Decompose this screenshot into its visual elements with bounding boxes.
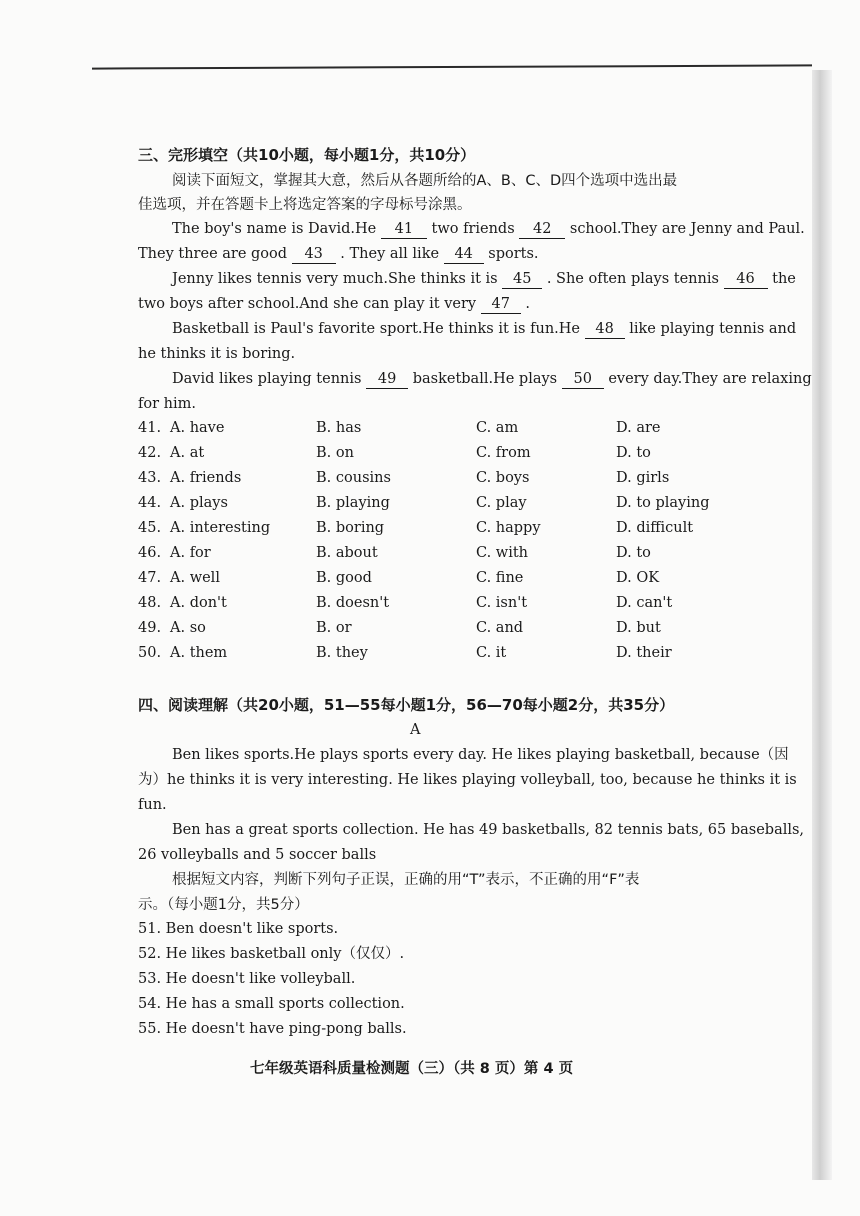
option-b: B. playing bbox=[316, 495, 390, 511]
option-c: C. fine bbox=[476, 570, 524, 586]
option-c: C. play bbox=[476, 495, 527, 511]
option-a: A. well bbox=[170, 570, 220, 586]
passage-text: David likes playing tennis bbox=[172, 371, 362, 387]
passage-text: The boy's name is David.He bbox=[172, 221, 377, 237]
question-number: 47. bbox=[138, 570, 162, 586]
option-c: C. boys bbox=[476, 470, 530, 486]
passage-line bbox=[172, 320, 796, 339]
passage-text: . bbox=[525, 296, 530, 312]
option-a: A. them bbox=[170, 645, 228, 661]
option-a: A. friends bbox=[170, 470, 242, 486]
judge-instruction-2: 示。（每小题1分，共5分） bbox=[138, 897, 309, 913]
passage-line bbox=[172, 370, 812, 389]
option-d: D. difficult bbox=[616, 520, 694, 536]
option-d: D. their bbox=[616, 645, 672, 661]
option-d: D. to bbox=[616, 545, 651, 561]
option-d: D. can't bbox=[616, 595, 673, 611]
passage-line: he thinks it is boring. bbox=[138, 346, 296, 362]
blank-44: 44 bbox=[444, 245, 484, 264]
question-number: 48. bbox=[138, 595, 162, 611]
option-d: D. but bbox=[616, 620, 661, 636]
passage-line: for him. bbox=[138, 396, 196, 412]
statement-item: 54. He has a small sports collection. bbox=[138, 996, 405, 1012]
blank-42: 42 bbox=[519, 220, 565, 239]
section4-heading: 四、阅读理解（共20小题，51—55每小题1分，56—70每小题2分，共35分） bbox=[138, 696, 675, 714]
question-number: 44. bbox=[138, 495, 162, 511]
option-a: A. don't bbox=[170, 595, 227, 611]
option-d: D. to bbox=[616, 445, 651, 461]
passage-text: every day.They are relaxing bbox=[608, 371, 812, 387]
option-b: B. good bbox=[316, 570, 372, 586]
passage-text: Jenny likes tennis very much.She thinks it is bbox=[172, 271, 498, 287]
passage-text: two boys after school.And she can play it very bbox=[138, 296, 477, 312]
passage-text: two friends bbox=[431, 221, 515, 237]
statement-item: 55. He doesn't have ping-pong balls. bbox=[138, 1021, 407, 1037]
reading-line: 为）he thinks it is very interesting. He likes playing volleyball, too, because he thinks it is bbox=[138, 772, 797, 788]
option-b: B. boring bbox=[316, 520, 385, 536]
statement-item: 51. Ben doesn't like sports. bbox=[138, 921, 339, 937]
reading-line: 26 volleyballs and 5 soccer balls bbox=[138, 847, 377, 863]
option-a: A. for bbox=[170, 545, 211, 561]
judge-instruction-1: 根据短文内容，判断下列句子正误，正确的用“T”表示，不正确的用“F”表 bbox=[172, 872, 640, 888]
blank-47: 47 bbox=[481, 295, 521, 314]
passage-text: . They all like bbox=[340, 246, 440, 262]
blank-43: 43 bbox=[292, 245, 336, 264]
question-number: 45. bbox=[138, 520, 162, 536]
blank-48: 48 bbox=[585, 320, 625, 339]
question-number: 46. bbox=[138, 545, 162, 561]
reading-line: fun. bbox=[138, 797, 167, 813]
passage-text: . She often plays tennis bbox=[546, 271, 719, 287]
option-c: C. it bbox=[476, 645, 507, 661]
part-a-label: A bbox=[410, 722, 421, 738]
option-c: C. with bbox=[476, 545, 529, 561]
option-d: D. are bbox=[616, 420, 661, 436]
passage-line bbox=[172, 220, 805, 239]
passage-text: They three are good bbox=[138, 246, 288, 262]
question-number: 43. bbox=[138, 470, 162, 486]
passage-text: school.They are Jenny and Paul. bbox=[569, 221, 805, 237]
option-c: C. am bbox=[476, 420, 519, 436]
reading-line: Ben has a great sports collection. He has 49 basketballs, 82 tennis bats, 65 baseballs, bbox=[172, 822, 805, 838]
option-c: C. and bbox=[476, 620, 524, 636]
option-c: C. isn't bbox=[476, 595, 528, 611]
blank-50: 50 bbox=[562, 370, 604, 389]
passage-text: like playing tennis and bbox=[629, 321, 797, 337]
passage-text: basketball.He plays bbox=[412, 371, 558, 387]
section3-instruction-2: 佳选项，并在答题卡上将选定答案的字母标号涂黑。 bbox=[138, 197, 472, 213]
passage-text: Basketball is Paul's favorite sport.He thinks it is fun.He bbox=[172, 321, 580, 337]
question-number: 42. bbox=[138, 445, 162, 461]
section3-instruction-1: 阅读下面短文，掌握其大意，然后从各题所给的A、B、C、D四个选项中选出最 bbox=[172, 173, 678, 189]
question-number: 41. bbox=[138, 420, 162, 436]
option-a: A. have bbox=[170, 420, 225, 436]
passage-line bbox=[172, 270, 796, 289]
passage-text: the bbox=[772, 271, 796, 287]
option-c: C. from bbox=[476, 445, 531, 461]
statement-item: 53. He doesn't like volleyball. bbox=[138, 971, 356, 987]
question-number: 50. bbox=[138, 645, 162, 661]
option-a: A. at bbox=[170, 445, 205, 461]
option-b: B. doesn't bbox=[316, 595, 390, 611]
option-b: B. or bbox=[316, 620, 352, 636]
reading-line: Ben likes sports.He plays sports every day. He likes playing basketball, because（因 bbox=[172, 747, 789, 763]
page-edge-shadow bbox=[812, 70, 832, 1180]
blank-49: 49 bbox=[366, 370, 408, 389]
option-b: B. has bbox=[316, 420, 362, 436]
statement-item: 52. He likes basketball only（仅仅）. bbox=[138, 946, 405, 962]
page-footer: 七年级英语科质量检测题（三）（共 8 页）第 4 页 bbox=[250, 1061, 574, 1077]
option-c: C. happy bbox=[476, 520, 541, 536]
option-d: D. girls bbox=[616, 470, 670, 486]
question-number: 49. bbox=[138, 620, 162, 636]
option-a: A. so bbox=[170, 620, 206, 636]
section3-heading: 三、完形填空（共10小题，每小题1分，共10分） bbox=[138, 146, 476, 164]
top-rule bbox=[92, 64, 812, 69]
blank-45: 45 bbox=[502, 270, 542, 289]
option-d: D. OK bbox=[616, 570, 660, 586]
passage-line bbox=[138, 295, 530, 314]
blank-41: 41 bbox=[381, 220, 427, 239]
option-b: B. about bbox=[316, 545, 378, 561]
option-a: A. plays bbox=[170, 495, 228, 511]
passage-line bbox=[138, 245, 539, 264]
option-a: A. interesting bbox=[170, 520, 271, 536]
blank-46: 46 bbox=[724, 270, 768, 289]
option-d: D. to playing bbox=[616, 495, 710, 511]
option-b: B. cousins bbox=[316, 470, 391, 486]
option-b: B. on bbox=[316, 445, 354, 461]
option-b: B. they bbox=[316, 645, 368, 661]
passage-text: sports. bbox=[488, 246, 539, 262]
